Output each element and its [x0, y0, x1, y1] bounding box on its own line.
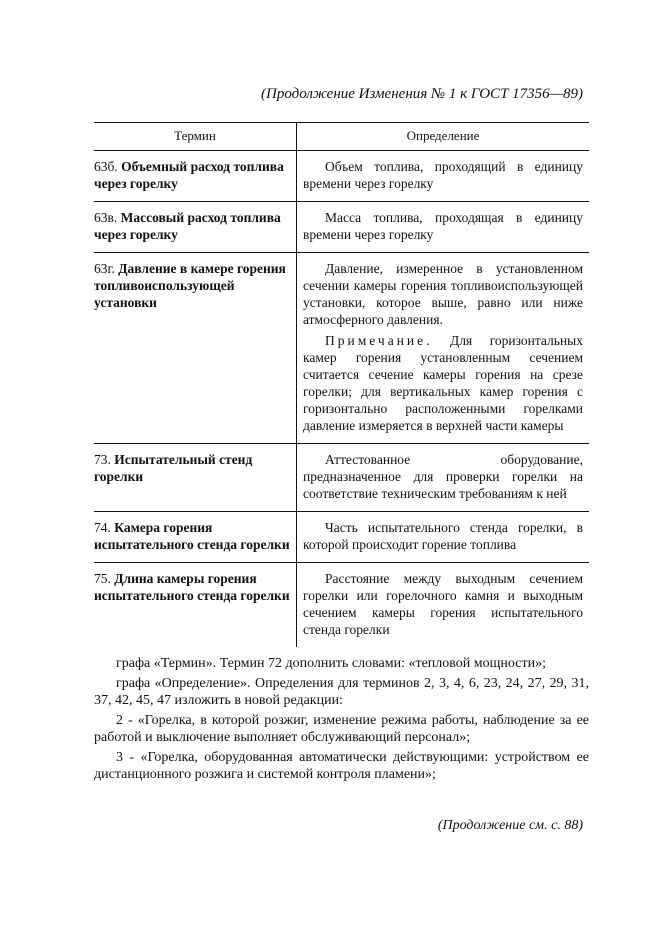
table-row: [94, 563, 589, 648]
column-header-definition: Определение: [297, 123, 590, 151]
term-number: 75.: [94, 571, 111, 586]
term-cell: [94, 512, 297, 563]
term-name: Массовый расход топлива через горелку: [94, 210, 281, 242]
term-cell: [94, 563, 297, 648]
note-label: Примечание.: [325, 333, 433, 348]
column-header-term: Термин: [94, 123, 297, 151]
definition-cell: [297, 444, 590, 512]
term-number: 73.: [94, 452, 111, 467]
terms-table: [94, 122, 589, 647]
table-row: [94, 202, 589, 253]
definition-text: Давление, измеренное в установленном сечении камеры горения топливоиспользующей установки, которое выше, равно или ниже атмосферного давления.: [303, 261, 583, 327]
term-number: 63в.: [94, 210, 118, 225]
term-name: Объемный расход топлива через горелку: [94, 159, 284, 191]
definition-text: Аттестованное оборудование, предназначенное для проверки горелки на соответствие техническим требованиям к ней: [303, 452, 583, 501]
definition-cell: [297, 253, 590, 444]
definition-cell: [297, 512, 590, 563]
definition-text: Объем топлива, проходящий в единицу времени через горелку: [303, 159, 583, 191]
definition-text: Расстояние между выходным сечением горелки или горелочного камня и выходным сечением камеры горения испытательного стенда горелки: [303, 571, 583, 637]
amendment-text: [94, 655, 589, 786]
term-number: 63г.: [94, 261, 115, 276]
term-cell: [94, 444, 297, 512]
page-footer: (Продолжение см. с. 88): [437, 818, 583, 833]
definition-cell: [297, 202, 590, 253]
paragraph: графа «Термин». Термин 72 дополнить словами: «тепловой мощности»;: [116, 656, 546, 671]
definition-text: Часть испытательного стенда горелки, в которой происходит горение топлива: [303, 520, 583, 552]
paragraph: 3 - «Горелка, оборудованная автоматически действующими: устройством ее дистанционного розжига и системой контроля пламени»;: [94, 749, 589, 782]
definition-cell: [297, 563, 590, 648]
table-row: [94, 444, 589, 512]
definition-text: Масса топлива, проходящая в единицу времени через горелку: [303, 210, 583, 242]
definition-cell: [297, 151, 590, 202]
page-header: (Продолжение Изменения № 1 к ГОСТ 17356—89): [261, 86, 583, 102]
term-name: Камера горения испытательного стенда горелки: [94, 520, 290, 552]
term-cell: [94, 202, 297, 253]
definition-note: [303, 332, 583, 434]
table-row: [94, 151, 589, 202]
note-text: Для горизонтальных камер горения установленным сечением считается сечение камеры горения на срезе горелки; для вертикальных камер горения с горизонтально расположенными горелками давление измеряется в верхней части камеры: [303, 333, 583, 433]
table-row: [94, 253, 589, 444]
term-cell: [94, 151, 297, 202]
term-name: Испытательный стенд горелки: [94, 452, 253, 484]
paragraph: 2 - «Горелка, в которой розжиг, изменение режима работы, наблюдение за ее работой и выключение выполняет обслуживающий персонал»;: [94, 712, 589, 745]
term-number: 74.: [94, 520, 111, 535]
term-name: Давление в камере горения топливоиспользующей установки: [94, 261, 286, 310]
paragraph: графа «Определение». Определения для терминов 2, 3, 4, 6, 23, 24, 27, 29, 31, 37, 42, 45, 47 изложить в новой редакции:: [94, 675, 589, 708]
table-row: [94, 512, 589, 563]
term-cell: [94, 253, 297, 444]
term-name: Длина камеры горения испытательного стенда горелки: [94, 571, 290, 603]
term-number: 63б.: [94, 159, 118, 174]
